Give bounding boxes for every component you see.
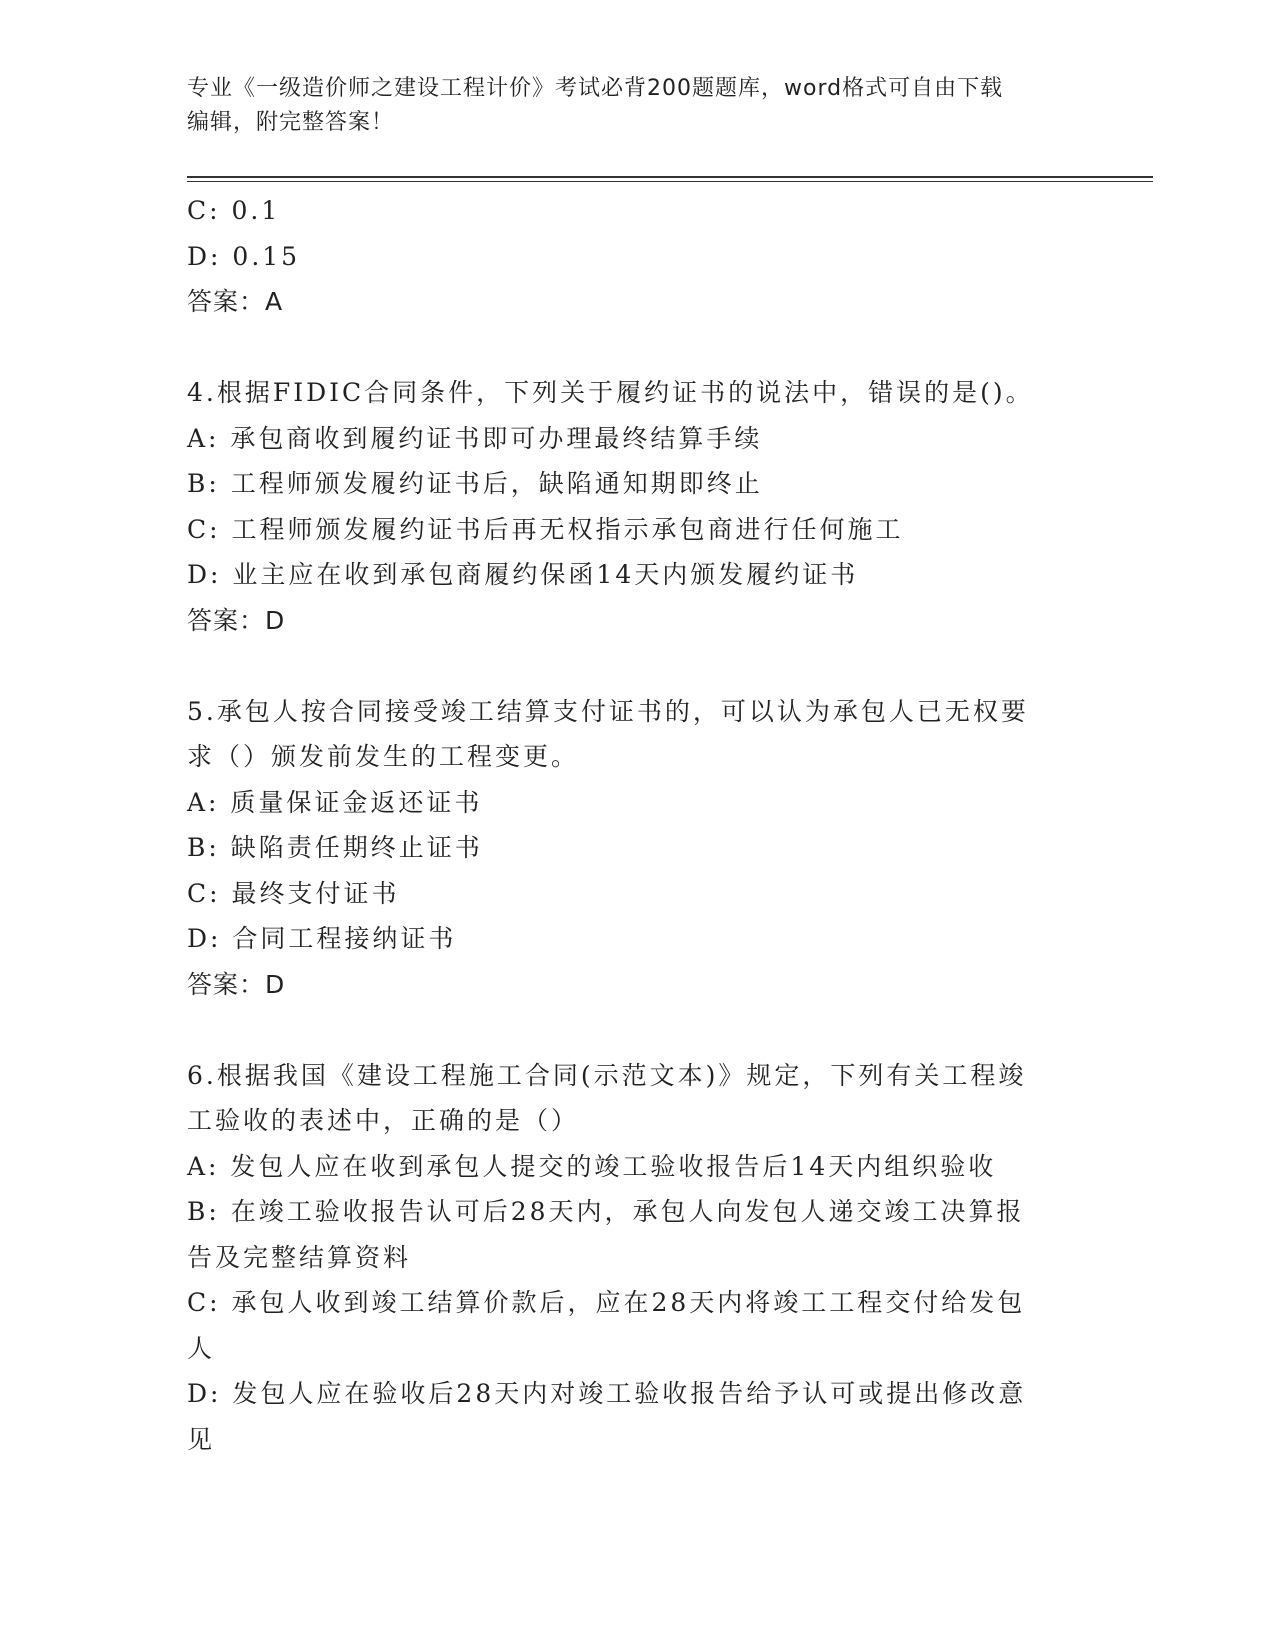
option-a: A: 发包人应在收到承包人提交的竣工验收报告后14天内组织验收 bbox=[187, 1151, 997, 1181]
option-d-line-2: 见 bbox=[187, 1424, 216, 1454]
option-d-line-1: D: 发包人应在验收后28天内对竣工验收报告给予认可或提出修改意 bbox=[187, 1379, 1027, 1408]
option-a: A: 承包商收到履约证书即可办理最终结算手续 bbox=[187, 423, 763, 453]
option-c-line-2: 人 bbox=[187, 1333, 216, 1363]
header-divider-thin bbox=[187, 181, 1153, 182]
option-c: C: 工程师颁发履约证书后再无权指示承包商进行任何施工 bbox=[187, 514, 904, 544]
option-a: A: 质量保证金返还证书 bbox=[187, 787, 483, 817]
question-stem: 4.根据FIDIC合同条件，下列关于履约证书的说法中，错误的是()。 bbox=[187, 378, 1034, 407]
answer-label: 答案：D bbox=[187, 969, 286, 999]
answer-label: 答案：A bbox=[187, 287, 284, 316]
option-c: C: 最终支付证书 bbox=[187, 878, 400, 908]
spacer bbox=[187, 1007, 1067, 1053]
question-stem-line-1: 6.根据我国《建设工程施工合同(示范文本)》规定，下列有关工程竣 bbox=[187, 1060, 1027, 1090]
spacer bbox=[187, 643, 1067, 689]
header-divider-thick bbox=[187, 176, 1153, 178]
header-line-1: 专业《一级造价师之建设工程计价》考试必背200题题库，word格式可自由下载 bbox=[187, 76, 1004, 101]
option-d: D: 业主应在收到承包商履约保函14天内颁发履约证书 bbox=[187, 560, 859, 589]
question-stem-line-2: 工验收的表述中，正确的是（） bbox=[187, 1106, 580, 1135]
header-line-2: 编辑，附完整答案！ bbox=[187, 110, 395, 135]
spacer bbox=[187, 325, 1067, 371]
option-c: C: 0.1 bbox=[187, 196, 281, 225]
question-6 bbox=[187, 1053, 1067, 1463]
answer-label: 答案：D bbox=[187, 605, 286, 635]
question-stem-line-1: 5.承包人按合同接受竣工结算支付证书的，可以认为承包人已无权要 bbox=[187, 696, 1029, 726]
question-stem-line-2: 求（）颁发前发生的工程变更。 bbox=[187, 742, 580, 771]
option-c-line-1: C: 承包人收到竣工结算价款后，应在28天内将竣工工程交付给发包 bbox=[187, 1288, 1026, 1317]
question-3-tail bbox=[187, 188, 1067, 325]
document-header bbox=[187, 72, 1067, 140]
question-4 bbox=[187, 370, 1067, 643]
option-d: D: 合同工程接纳证书 bbox=[187, 924, 457, 953]
option-b: B: 缺陷责任期终止证书 bbox=[187, 833, 483, 862]
question-list bbox=[187, 188, 1067, 1462]
question-5 bbox=[187, 689, 1067, 1008]
option-b-line-2: 告及完整结算资料 bbox=[187, 1242, 412, 1272]
option-d: D: 0.15 bbox=[187, 241, 301, 271]
option-b: B: 工程师颁发履约证书后，缺陷通知期即终止 bbox=[187, 469, 763, 498]
option-b-line-1: B: 在竣工验收报告认可后28天内，承包人向发包人递交竣工决算报 bbox=[187, 1197, 1025, 1226]
